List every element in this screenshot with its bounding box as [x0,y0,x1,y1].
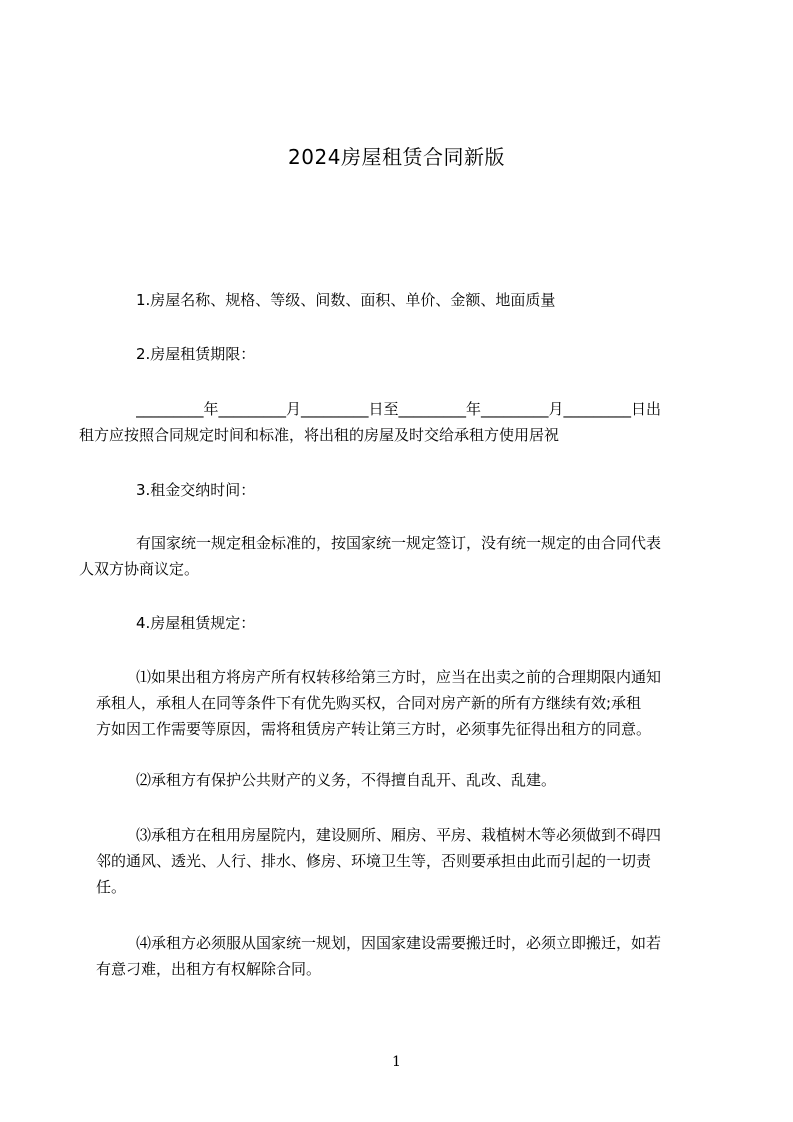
clause-3-heading: 3.租金交纳时间： [136,481,256,499]
rule-1-line-1: ⑴如果出租方将房产所有权转移给第三方时，应当在出卖之前的合理期限内通知 [136,668,662,686]
rule-4-paragraph [96,930,711,982]
lease-period-paragraph [79,396,711,448]
document-title: 2024房屋租赁合同新版 [288,145,505,169]
rule-1-line-2: 承租人，承租人在同等条件下有优先购买权，合同对房产新的所有方继续有效;承租 [96,694,642,712]
rule-4-line-2: 有意刁难，出租方有权解除合同。 [96,960,322,978]
rule-3-line-1: ⑶承租方在租用房屋院内，建设厕所、厢房、平房、栽植树木等必须做到不碍四 [136,826,662,844]
lease-period-line-2: 租方应按照合同规定时间和标准，将出租的房屋及时交给承租方使用居祝 [79,426,560,444]
rule-1-paragraph [96,664,711,742]
clause-4-heading: 4.房屋租赁规定： [136,614,256,632]
rule-2: ⑵承租方有保护公共财产的义务，不得擅自乱开、乱改、乱建。 [136,771,557,789]
clause-2-heading: 2.房屋租赁期限： [136,345,256,363]
page-number: 1 [392,1054,401,1070]
rent-paragraph [79,530,711,582]
rent-line-2: 人双方协商议定。 [79,560,200,578]
rule-3-line-3: 任。 [96,878,127,896]
rent-line-1: 有国家统一规定租金标准的，按国家统一规定签订，没有统一规定的由合同代表 [136,534,662,552]
clause-1: 1.房屋名称、规格、等级、间数、面积、单价、金额、地面质量 [136,291,556,309]
rule-3-line-2: 邻的通风、透光、人行、排水、修房、环境卫生等，否则要承担由此而引起的一切责 [96,852,652,870]
rule-3-paragraph [96,822,711,900]
rule-4-line-1: ⑷承租方必须服从国家统一规划，因国家建设需要搬迁时，必须立即搬迁，如若 [136,934,662,952]
rule-1-line-3: 方如因工作需要等原因，需将租赁房产转让第三方时，必须事先征得出租方的同意。 [96,720,652,738]
lease-period-line-1: _________年_________月_________日至_________年_________月_________日出 [136,400,662,418]
